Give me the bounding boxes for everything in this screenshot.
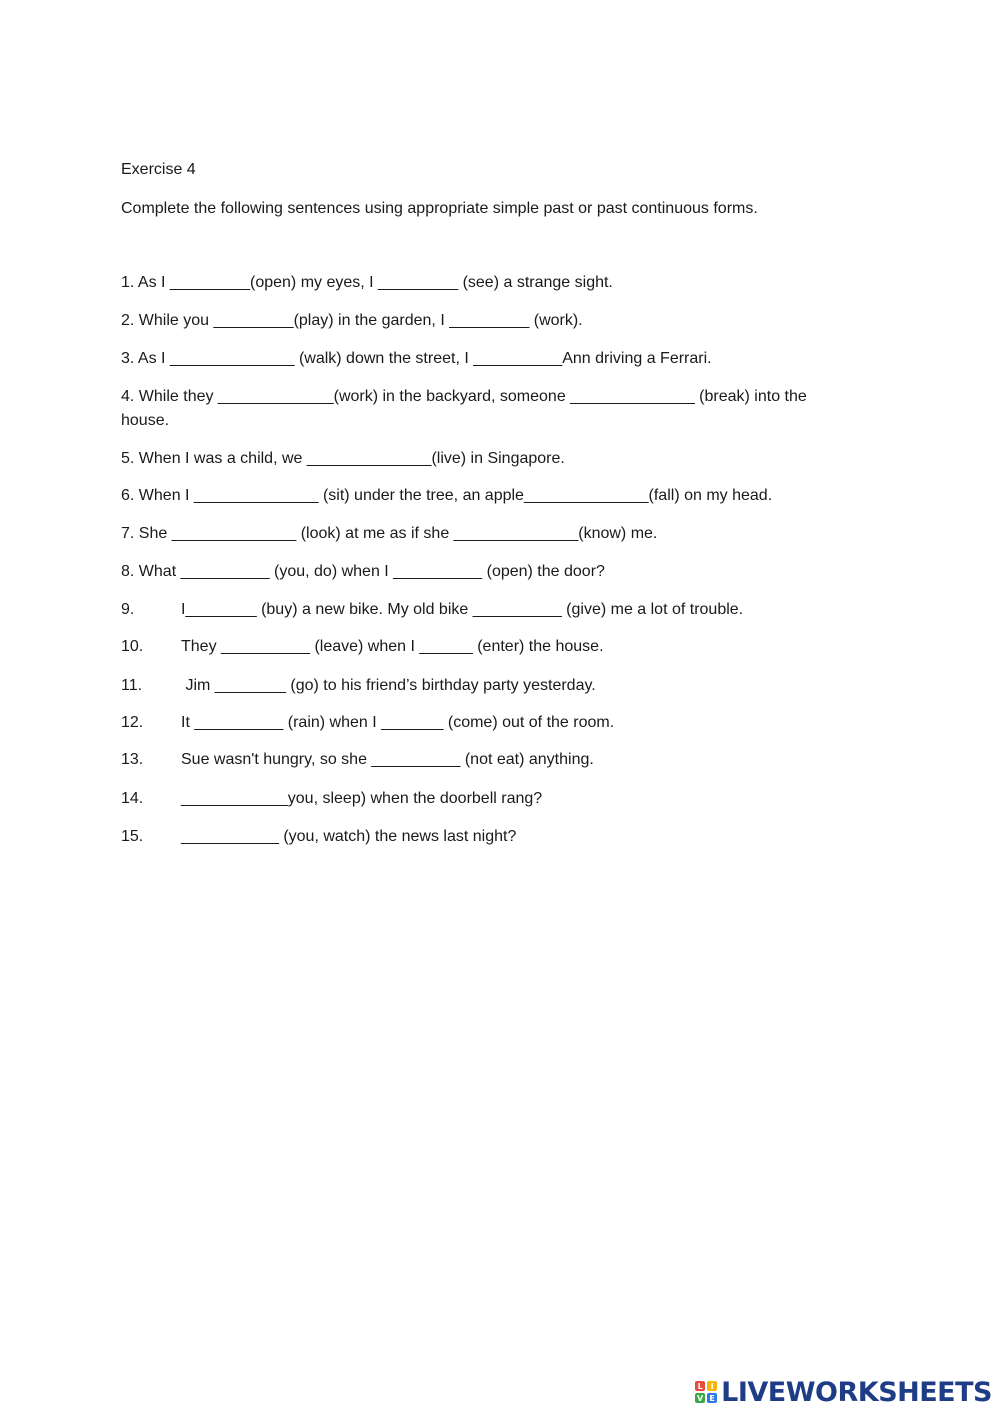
question-number: 9. bbox=[121, 601, 135, 618]
logo-tile-l: L bbox=[695, 1381, 705, 1391]
question-5: 5. When I was a child, we ______________(live) in Singapore. bbox=[121, 450, 565, 467]
exercise-instructions: Complete the following sentences using appropriate simple past or past continuous forms. bbox=[121, 200, 758, 217]
liveworksheets-logo bbox=[695, 1375, 992, 1409]
logo-tile-e: E bbox=[707, 1393, 717, 1403]
question-text: I________ (buy) a new bike. My old bike __________ (give) me a lot of trouble. bbox=[181, 601, 744, 618]
question-9 bbox=[121, 598, 743, 622]
question-number: 14. bbox=[121, 790, 144, 807]
logo-tile-i: I bbox=[707, 1381, 717, 1391]
question-text: Jim ________ (go) to his friend’s birthday party yesterday. bbox=[181, 677, 596, 694]
question-7: 7. She ______________ (look) at me as if she ______________(know) me. bbox=[121, 525, 658, 542]
question-3: 3. As I ______________ (walk) down the street, I __________Ann driving a Ferrari. bbox=[121, 350, 712, 367]
question-11 bbox=[121, 674, 596, 698]
question-10 bbox=[121, 635, 604, 659]
question-6: 6. When I ______________ (sit) under the tree, an apple______________(fall) on my head. bbox=[121, 487, 773, 504]
question-14 bbox=[121, 787, 542, 811]
question-4: 4. While they _____________(work) in the backyard, someone ______________ (break) into the house. bbox=[121, 388, 807, 429]
logo-text: LIVEWORKSHEETS bbox=[721, 1376, 992, 1408]
question-text: ___________ (you, watch) the news last night? bbox=[181, 828, 517, 845]
question-text: It __________ (rain) when I _______ (come) out of the room. bbox=[181, 714, 615, 731]
question-text: They __________ (leave) when I ______ (enter) the house. bbox=[181, 638, 604, 655]
question-number: 12. bbox=[121, 714, 144, 731]
question-12 bbox=[121, 711, 614, 735]
question-text: Sue wasn't hungry, so she __________ (not eat) anything. bbox=[181, 751, 594, 768]
question-2: 2. While you _________(play) in the garden, I _________ (work). bbox=[121, 312, 583, 329]
question-number: 13. bbox=[121, 751, 144, 768]
question-number: 15. bbox=[121, 828, 144, 845]
question-text: ____________you, sleep) when the doorbell rang? bbox=[181, 790, 543, 807]
question-13 bbox=[121, 748, 594, 772]
logo-tile-v: V bbox=[697, 1393, 704, 1403]
question-8: 8. What __________ (you, do) when I __________ (open) the door? bbox=[121, 563, 605, 580]
question-number: 11. bbox=[121, 677, 143, 694]
question-1: 1. As I _________(open) my eyes, I _________ (see) a strange sight. bbox=[121, 274, 613, 291]
exercise-title: Exercise 4 bbox=[121, 161, 196, 178]
logo-tiles-icon bbox=[695, 1381, 717, 1403]
question-number: 10. bbox=[121, 638, 144, 655]
question-15 bbox=[121, 825, 516, 849]
